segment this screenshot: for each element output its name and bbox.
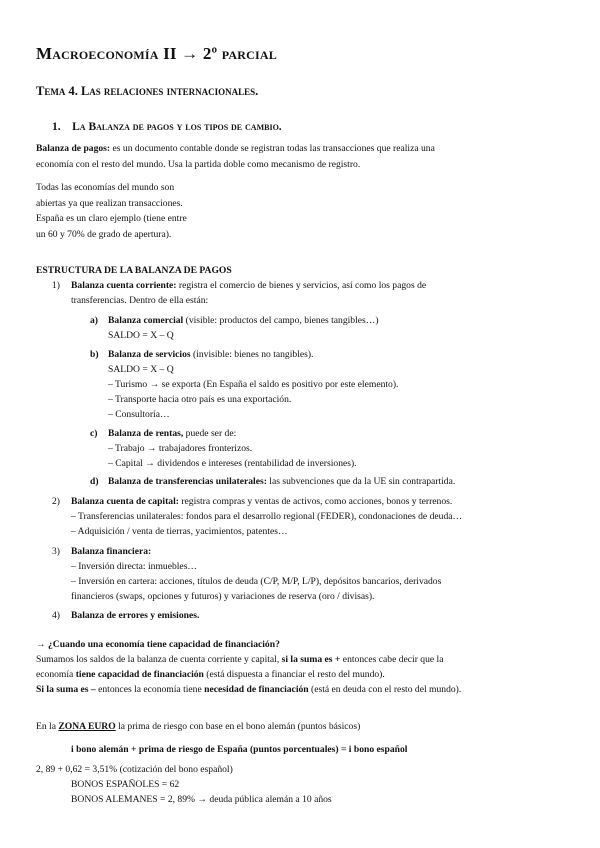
errors-number: 4) xyxy=(52,610,60,621)
financial-item: – Inversión directa: inmuebles… xyxy=(71,561,198,572)
q-text: (está dispuesta a financiar el resto del mundo). xyxy=(203,669,385,680)
financial-number: 3) xyxy=(52,546,60,557)
cc-d-line xyxy=(108,474,455,490)
q-text: economía xyxy=(36,669,76,680)
euro-zone-label: ZONA EURO xyxy=(58,721,116,732)
definition-term: Balanza de pagos: xyxy=(36,143,111,154)
section-heading xyxy=(52,121,282,133)
cc-a-text: (visible: productos del campo, bienes tangibles…) xyxy=(183,315,379,326)
q-text: entonces cabe decir que la xyxy=(340,654,444,665)
capital-item: – Transferencias unilaterales: fondos para el desarrollo regional (FEDER), condonaciones de deuda… xyxy=(71,511,463,522)
cc-number: 1) xyxy=(52,280,60,291)
cc-a-line xyxy=(108,313,379,329)
q-bold: tiene capacidad de financiación xyxy=(75,669,204,680)
capital-item: – Adquisición / venta de tierras, yacimientos, patentes… xyxy=(71,526,288,537)
financial-item: – Inversión en cartera: acciones, títulos de deuda (C/P, M/P, L/P), depósitos bancarios, derivados xyxy=(71,576,442,587)
cc-d-text: las subvenciones que da la UE sin contrapartida. xyxy=(266,476,456,487)
cc-d-letter: d) xyxy=(90,476,99,487)
cc-d-term: Balanza de transferencias unilaterales: xyxy=(108,476,267,487)
q-text: entonces la economía tiene xyxy=(95,684,205,695)
cc-b-item: – Turismo → se exporta (En España el saldo es positivo por este elemento). xyxy=(108,379,399,390)
question-line3 xyxy=(36,682,461,698)
question-line2 xyxy=(36,667,385,683)
page-title: Macroeconomía II → 2º parcial xyxy=(36,44,277,63)
capital-number: 2) xyxy=(52,496,60,507)
cc-b-letter: b) xyxy=(90,349,99,360)
cc-a-letter: a) xyxy=(90,315,98,326)
cc-b-text: (invisible: bienes no tangibles). xyxy=(190,349,314,360)
cc-term: Balanza cuenta corriente: xyxy=(71,280,177,291)
definition-line2: economía con el resto del mundo. Usa la partida doble como mecanismo de registro. xyxy=(36,159,361,170)
capital-term: Balanza cuenta de capital: xyxy=(71,496,179,507)
euro-line xyxy=(36,719,360,735)
cc-a-term: Balanza comercial xyxy=(108,315,184,326)
financial-term: Balanza financiera: xyxy=(71,546,152,557)
euro-formula: i bono alemán + prima de riesgo de España (puntos porcentuales) = i bono español xyxy=(71,744,408,755)
section-number: 1. xyxy=(52,121,61,133)
cc-c-text: puede ser de: xyxy=(183,428,237,439)
cc-b-line xyxy=(108,347,313,363)
cc-b-term: Balanza de servicios xyxy=(108,349,191,360)
cc-line1 xyxy=(71,278,426,294)
cc-b-item: – Transporte hacia otro país es una exportación. xyxy=(108,394,292,405)
cc-b-item: – Consultoría… xyxy=(108,409,170,420)
errors-term: Balanza de errores y emisiones. xyxy=(71,610,200,621)
capital-line xyxy=(71,494,452,510)
cc-line2: transferencias. Dentro de ella están: xyxy=(71,295,209,306)
euro-calc: 2, 89 + 0,62 = 3,51% (cotización del bono español) xyxy=(36,764,233,775)
note-line: España es un claro ejemplo (tiene entre xyxy=(36,213,187,224)
q-text: (está en deuda con el resto del mundo). xyxy=(308,684,462,695)
q-bold: si la suma es + xyxy=(281,654,341,665)
question-line1 xyxy=(36,652,443,668)
structure-heading: ESTRUCTURA DE LA BALANZA DE PAGOS xyxy=(36,265,232,276)
cc-c-letter: c) xyxy=(90,428,98,439)
section-text: La Balanza de pagos y los tipos de cambio. xyxy=(72,121,282,133)
cc-b-formula: SALDO = X – Q xyxy=(108,364,174,375)
question-heading: → ¿Cuando una economía tiene capacidad de financiación? xyxy=(36,639,280,650)
cc-c-item: – Trabajo → trabajadores fronterizos. xyxy=(108,443,253,454)
note-line: Todas las economías del mundo son xyxy=(36,182,175,193)
euro-text: la prima de riesgo con base en el bono alemán (puntos básicos) xyxy=(115,721,361,732)
definition-text: es un documento contable donde se registran todas las transacciones que realiza una xyxy=(110,143,435,154)
cc-c-item: – Capital → dividendos e intereses (rentabilidad de inversiones). xyxy=(108,458,357,469)
cc-a-formula: SALDO = X – Q xyxy=(108,330,174,341)
cc-c-line xyxy=(108,426,236,442)
q-text: Sumamos los saldos de la balanza de cuenta corriente y capital, xyxy=(36,654,282,665)
euro-text: En la xyxy=(36,721,59,732)
note-line: abiertas ya que realizan transacciones. xyxy=(36,198,183,209)
definition-line1 xyxy=(36,141,435,157)
q-bold: necesidad de financiación xyxy=(204,684,309,695)
q-bold: Si la suma es – xyxy=(36,684,96,695)
bonos-espanoles: BONOS ESPAÑOLES = 62 xyxy=(71,779,180,790)
note-line: un 60 y 70% de grado de apertura). xyxy=(36,229,172,240)
cc-text: registra el comercio de bienes y servicios, así como los pagos de xyxy=(176,280,427,291)
financial-item: financieros (swaps, opciones y futuros) y variaciones de reserva (oro / divisas). xyxy=(71,591,375,602)
cc-c-term: Balanza de rentas, xyxy=(108,428,184,439)
topic-heading: Tema 4. Las relaciones internacionales. xyxy=(36,84,259,98)
capital-text: registra compras y ventas de activos, como acciones, bonos y terrenos. xyxy=(178,496,453,507)
bonos-alemanes: BONOS ALEMANES = 2, 89% → deuda pública alemán a 10 años xyxy=(71,794,332,805)
